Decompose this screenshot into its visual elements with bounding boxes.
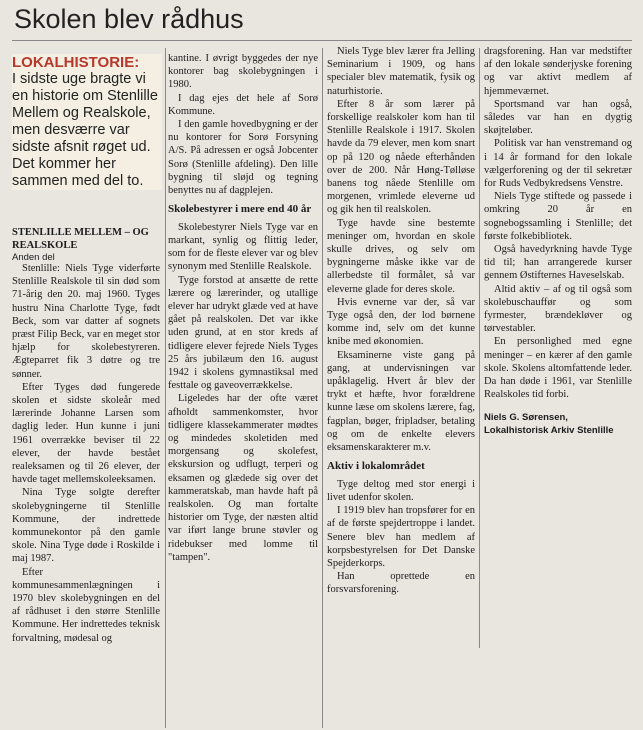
paragraph: Politisk var han venstremand og i 14 år formand for den lokale vælgerforening og der til sekretær for Ruds Vedbykredsens Venstre. (484, 138, 632, 190)
paragraph: Sportsmand var han også, således var han en dygtig skøjteløber. (484, 98, 632, 137)
headline: Skolen blev rådhus (14, 4, 244, 34)
paragraph: I dag ejes det hele af Sorø Kommune. (168, 92, 318, 117)
paragraph: Skolebestyrer Niels Tyge var en markant, synlig og flittig leder, som for de fleste elever var og blev synonym med Stenlille Realskole. (168, 221, 318, 273)
column-4 (484, 45, 632, 437)
paragraph: Hvis evnerne var der, så var Tyge også den, der lod børnene komme ind, selv om det kunne knibe med økonomien. (327, 296, 475, 348)
paragraph: Tyge forstod at ansætte de rette lærere og lærerinder, og utallige elever har udrykt glæde ved at have gået på realskolen. Det var ikke uden grund, at en stor kreds af tidligere elever fejrede Niels Tyges 25 års jubilæum den 16. august 1942 i skolens gymnastiksal med festtale og gaveoverrækkelse. (168, 274, 318, 392)
paragraph: I den gamle hovedbygning er der nu kontorer for Sorø Forsyning A/S. På adressen er også Jobcenter Sorø (Stenlille afdeling). Den lille bygning til sløjd og tegning benyttes nu af dagplejen. (168, 119, 318, 197)
paragraph: En personlighed med egne meninger – en kærer af den gamle skole. Skolens altomfattende leder. Da han døde i 1961, var Stenlille Realskoles tid forbi. (484, 336, 632, 401)
paragraph: Efter Tyges død fungerede skolen et sidste skoleår med lærerinde Johanne Larsen som daglig leder. Hun kunne i juni 1961 overrække beviser til 22 elever, der havde bestået realeksamen og til 26 elever, der havde taget mellemskoleeksamen. (12, 381, 160, 486)
paragraph: Tyge deltog med stor energi i livet udenfor skolen. (327, 478, 475, 503)
column-3 (327, 45, 475, 597)
column-divider (165, 48, 166, 728)
paragraph: Han oprettede en forsvarsforening. (327, 571, 475, 596)
paragraph: Niels Tyge blev lærer fra Jelling Seminarium i 1909, og hans specialer blev matematik, fysik og naturhistorie. (327, 46, 475, 97)
signature-name: Niels G. Sørensen, (484, 412, 568, 424)
column-2 (168, 52, 318, 564)
byline (12, 226, 162, 266)
paragraph: I 1919 blev han tropsfører for en af de første spejdertroppe i landet. Senere blev han medlem af korpsbestyrelsen for Det Danske Spejderkorps. (327, 505, 475, 570)
paragraph: dragsforening. Han var medstifter af den lokale sønderjyske forening og var aktivt medlem af hjemmeværnet. (484, 46, 632, 97)
paragraph: Tyge havde sine bestemte meninger om, hvordan en skole skulle drives, og selv om bygningerne måske ikke var de allerbedste til formålet, så var eleverne glade for deres skole. (327, 217, 475, 295)
column-1 (12, 262, 160, 645)
lead-box (12, 54, 162, 190)
paragraph: Også havedyrkning havde Tyge tid til; han arrangerede kurser gennem Østifternes Haveselskab. (484, 244, 632, 282)
part-label: Anden del (12, 252, 55, 263)
section-heading: Aktiv i lokalområdet (327, 460, 425, 473)
paragraph: Niels Tyge stiftede og passede i omkring 20 år en sognebogssamling i Stenlille; det første folkebibliotek. (484, 191, 632, 242)
paragraph: Stenlille: Niels Tyge viderførte Stenlille Realskole til sin død som 71-årig den 20. maj 1960. Tyges hustru Nina Charlotte Tyge, født Beck, som var datter af sognets præst Filip Beck, var en meget stor hjælp for skolebestyreren. Ægteparret fik 3 døtre og tre sønner. (12, 263, 160, 380)
intro-text: I sidste uge bragte vi en historie om Stenlille Mellem og Realskole, men desværre var sidste afsnit røget ud. Det kommer her sammen med del to. (12, 71, 158, 189)
column-divider (479, 48, 480, 648)
paragraph: Efter kommunesammenlægningen i 1970 blev skolebygningen en del af rådhuset i den større Stenlille Kommune. Her indrettedes teknisk forvaltning, mødesal og (12, 566, 160, 644)
divider (12, 40, 632, 41)
column-divider (322, 48, 323, 728)
paragraph: kantine. I øvrigt byggedes der nye kontorer bag skolebygningen i 1980. (168, 53, 318, 91)
signature-org: Lokalhistorisk Arkiv Stenlille (484, 425, 614, 437)
kicker: LOKALHISTORIE: (12, 54, 140, 71)
paragraph: Nina Tyge solgte derefter skolebygningerne til Stenlille Kommune, der indrettede kommunekontor på den gamle skole. Nina Tyge døde i Roskilde i maj 1987. (12, 487, 160, 565)
paragraph: Efter 8 år som lærer på forskellige realskoler kom han til Stenlille Realskole i 1917. Skolen havde da 79 elever, men kom snart op på 120 og nåede efterhånden over de 200. Når Høng-Tølløse banens tog nåede Stenlille om morgenen, vrimlede eleverne ud og gik hen til realskolen. (327, 98, 475, 216)
article-subtitle: STENLILLE MELLEM – OG REALSKOLE (12, 227, 149, 251)
paragraph: Altid aktiv – af og til også som skolebuschauffør og som fyrmester, brændekløver og tørvestabler. (484, 283, 632, 335)
paragraph: Eksaminerne viste gang på gang, at undervisningen var upåklagelig. Hvert år blev der trykt et hæfte, hvor forældrene kunne læse om skolens lærere, fag, fagplan, bøger, fripladser, betaling og om de enkelte elevers eksamenskarakterer m.v. (327, 349, 475, 454)
paragraph: Ligeledes har der ofte været afholdt sammenkomster, hvor tidligere klassekammerater mødtes og mindedes skoletiden med morgensang og skolefest, ekskursion og udflugt, terperi og eksamen og glædede sig over det kammeratskab, man havde haft på realskolen. Og man fortalte historier om Tyge, der næsten altid var iført lange brune støvler og ridebukser med lomme til "tampen". (168, 393, 318, 563)
section-heading: Skolebestyrer i mere end 40 år (168, 203, 312, 216)
